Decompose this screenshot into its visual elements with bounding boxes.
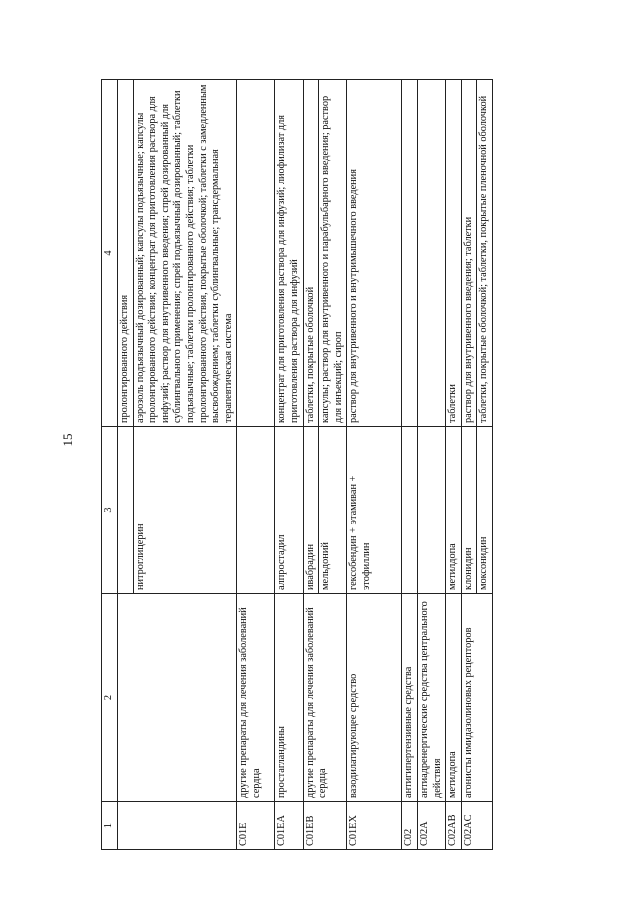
cell-drug bbox=[118, 427, 134, 594]
cell-drug bbox=[417, 427, 445, 594]
cell-group: простагландины bbox=[275, 594, 303, 802]
cell-forms: аэрозоль подъязычный дозированный; капсулы подъязычные; капсулы пролонгированного действия; концентрат для приготовления раствора для инфузий; раствор для внутривенного введения; спрей дозированный для сублингвального применения; спрей подъязычный дозированный; таблетки подъязычные; таблетки пролонгированного действия; таблетки пролонгированного действия, покрытые оболочкой; таблетки с замедленным высвобождением; таблетки сублингвальные; трансдермальная терапевтическая система bbox=[133, 80, 237, 427]
cell-forms: раствор для внутривенного введения; таблетки bbox=[461, 80, 477, 427]
cell-code bbox=[118, 802, 237, 850]
table-row bbox=[118, 80, 134, 850]
table-row bbox=[446, 80, 462, 850]
cell-code: C02A bbox=[417, 802, 445, 850]
cell-forms bbox=[402, 80, 418, 427]
cell-forms bbox=[417, 80, 445, 427]
cell-forms: концентрат для приготовления раствора для инфузий; лиофилизат для приготовления раствора для инфузий bbox=[275, 80, 303, 427]
header-col-1: 1 bbox=[102, 802, 118, 850]
cell-code: C02 bbox=[402, 802, 418, 850]
cell-group: вазодилатирующее средство bbox=[347, 594, 402, 802]
cell-drug bbox=[237, 427, 275, 594]
cell-group: метилдопа bbox=[446, 594, 462, 802]
table-row bbox=[237, 80, 275, 850]
cell-code: C01E bbox=[237, 802, 275, 850]
cell-drug bbox=[402, 427, 418, 594]
rotated-page bbox=[101, 80, 609, 850]
cell-code: C01EX bbox=[347, 802, 402, 850]
cell-forms: раствор для внутривенного и внутримышечного введения bbox=[347, 80, 402, 427]
cell-code: C01EB bbox=[303, 802, 347, 850]
cell-forms: таблетки, покрытые оболочкой bbox=[303, 80, 319, 427]
cell-drug: метилдопа bbox=[446, 427, 462, 594]
cell-group: антигипертензивные средства bbox=[402, 594, 418, 802]
cell-group: антиадренергические средства центрального действия bbox=[417, 594, 445, 802]
cell-group: другие препараты для лечения заболеваний сердца bbox=[237, 594, 275, 802]
cell-group bbox=[118, 594, 237, 802]
table-row bbox=[417, 80, 445, 850]
table-row bbox=[275, 80, 303, 850]
cell-forms: таблетки, покрытые оболочкой; таблетки, покрытые пленочной оболочкой bbox=[477, 80, 493, 427]
cell-group: агонисты имидазолиновых рецепторов bbox=[461, 594, 492, 802]
page-number: 15 bbox=[60, 433, 75, 447]
cell-code: C02AC bbox=[461, 802, 492, 850]
cell-code: C01EA bbox=[275, 802, 303, 850]
cell-drug: моксонидин bbox=[477, 427, 493, 594]
cell-drug: гексобендин + этамиван + этофиллин bbox=[347, 427, 402, 594]
cell-forms bbox=[237, 80, 275, 427]
cell-forms: таблетки bbox=[446, 80, 462, 427]
cell-drug: алпростадил bbox=[275, 427, 303, 594]
cell-group: другие препараты для лечения заболеваний сердца bbox=[303, 594, 347, 802]
table-row bbox=[461, 80, 477, 850]
header-col-4: 4 bbox=[102, 80, 118, 427]
cell-drug: ивабрадин bbox=[303, 427, 319, 594]
drug-table bbox=[101, 79, 493, 850]
cell-forms: капсулы; раствор для внутривенного и парабульбарного введения; раствор для инъекций; сироп bbox=[319, 80, 347, 427]
cell-drug: мельдоний bbox=[319, 427, 347, 594]
header-col-2: 2 bbox=[102, 594, 118, 802]
header-col-3: 3 bbox=[102, 427, 118, 594]
cell-code: C02AB bbox=[446, 802, 462, 850]
table-row bbox=[303, 80, 319, 850]
table-row bbox=[402, 80, 418, 850]
cell-drug: клонидин bbox=[461, 427, 477, 594]
table-row bbox=[347, 80, 402, 850]
header-row bbox=[102, 80, 118, 850]
cell-drug: нитроглицерин bbox=[133, 427, 237, 594]
cell-forms: пролонгированного действия bbox=[118, 80, 134, 427]
